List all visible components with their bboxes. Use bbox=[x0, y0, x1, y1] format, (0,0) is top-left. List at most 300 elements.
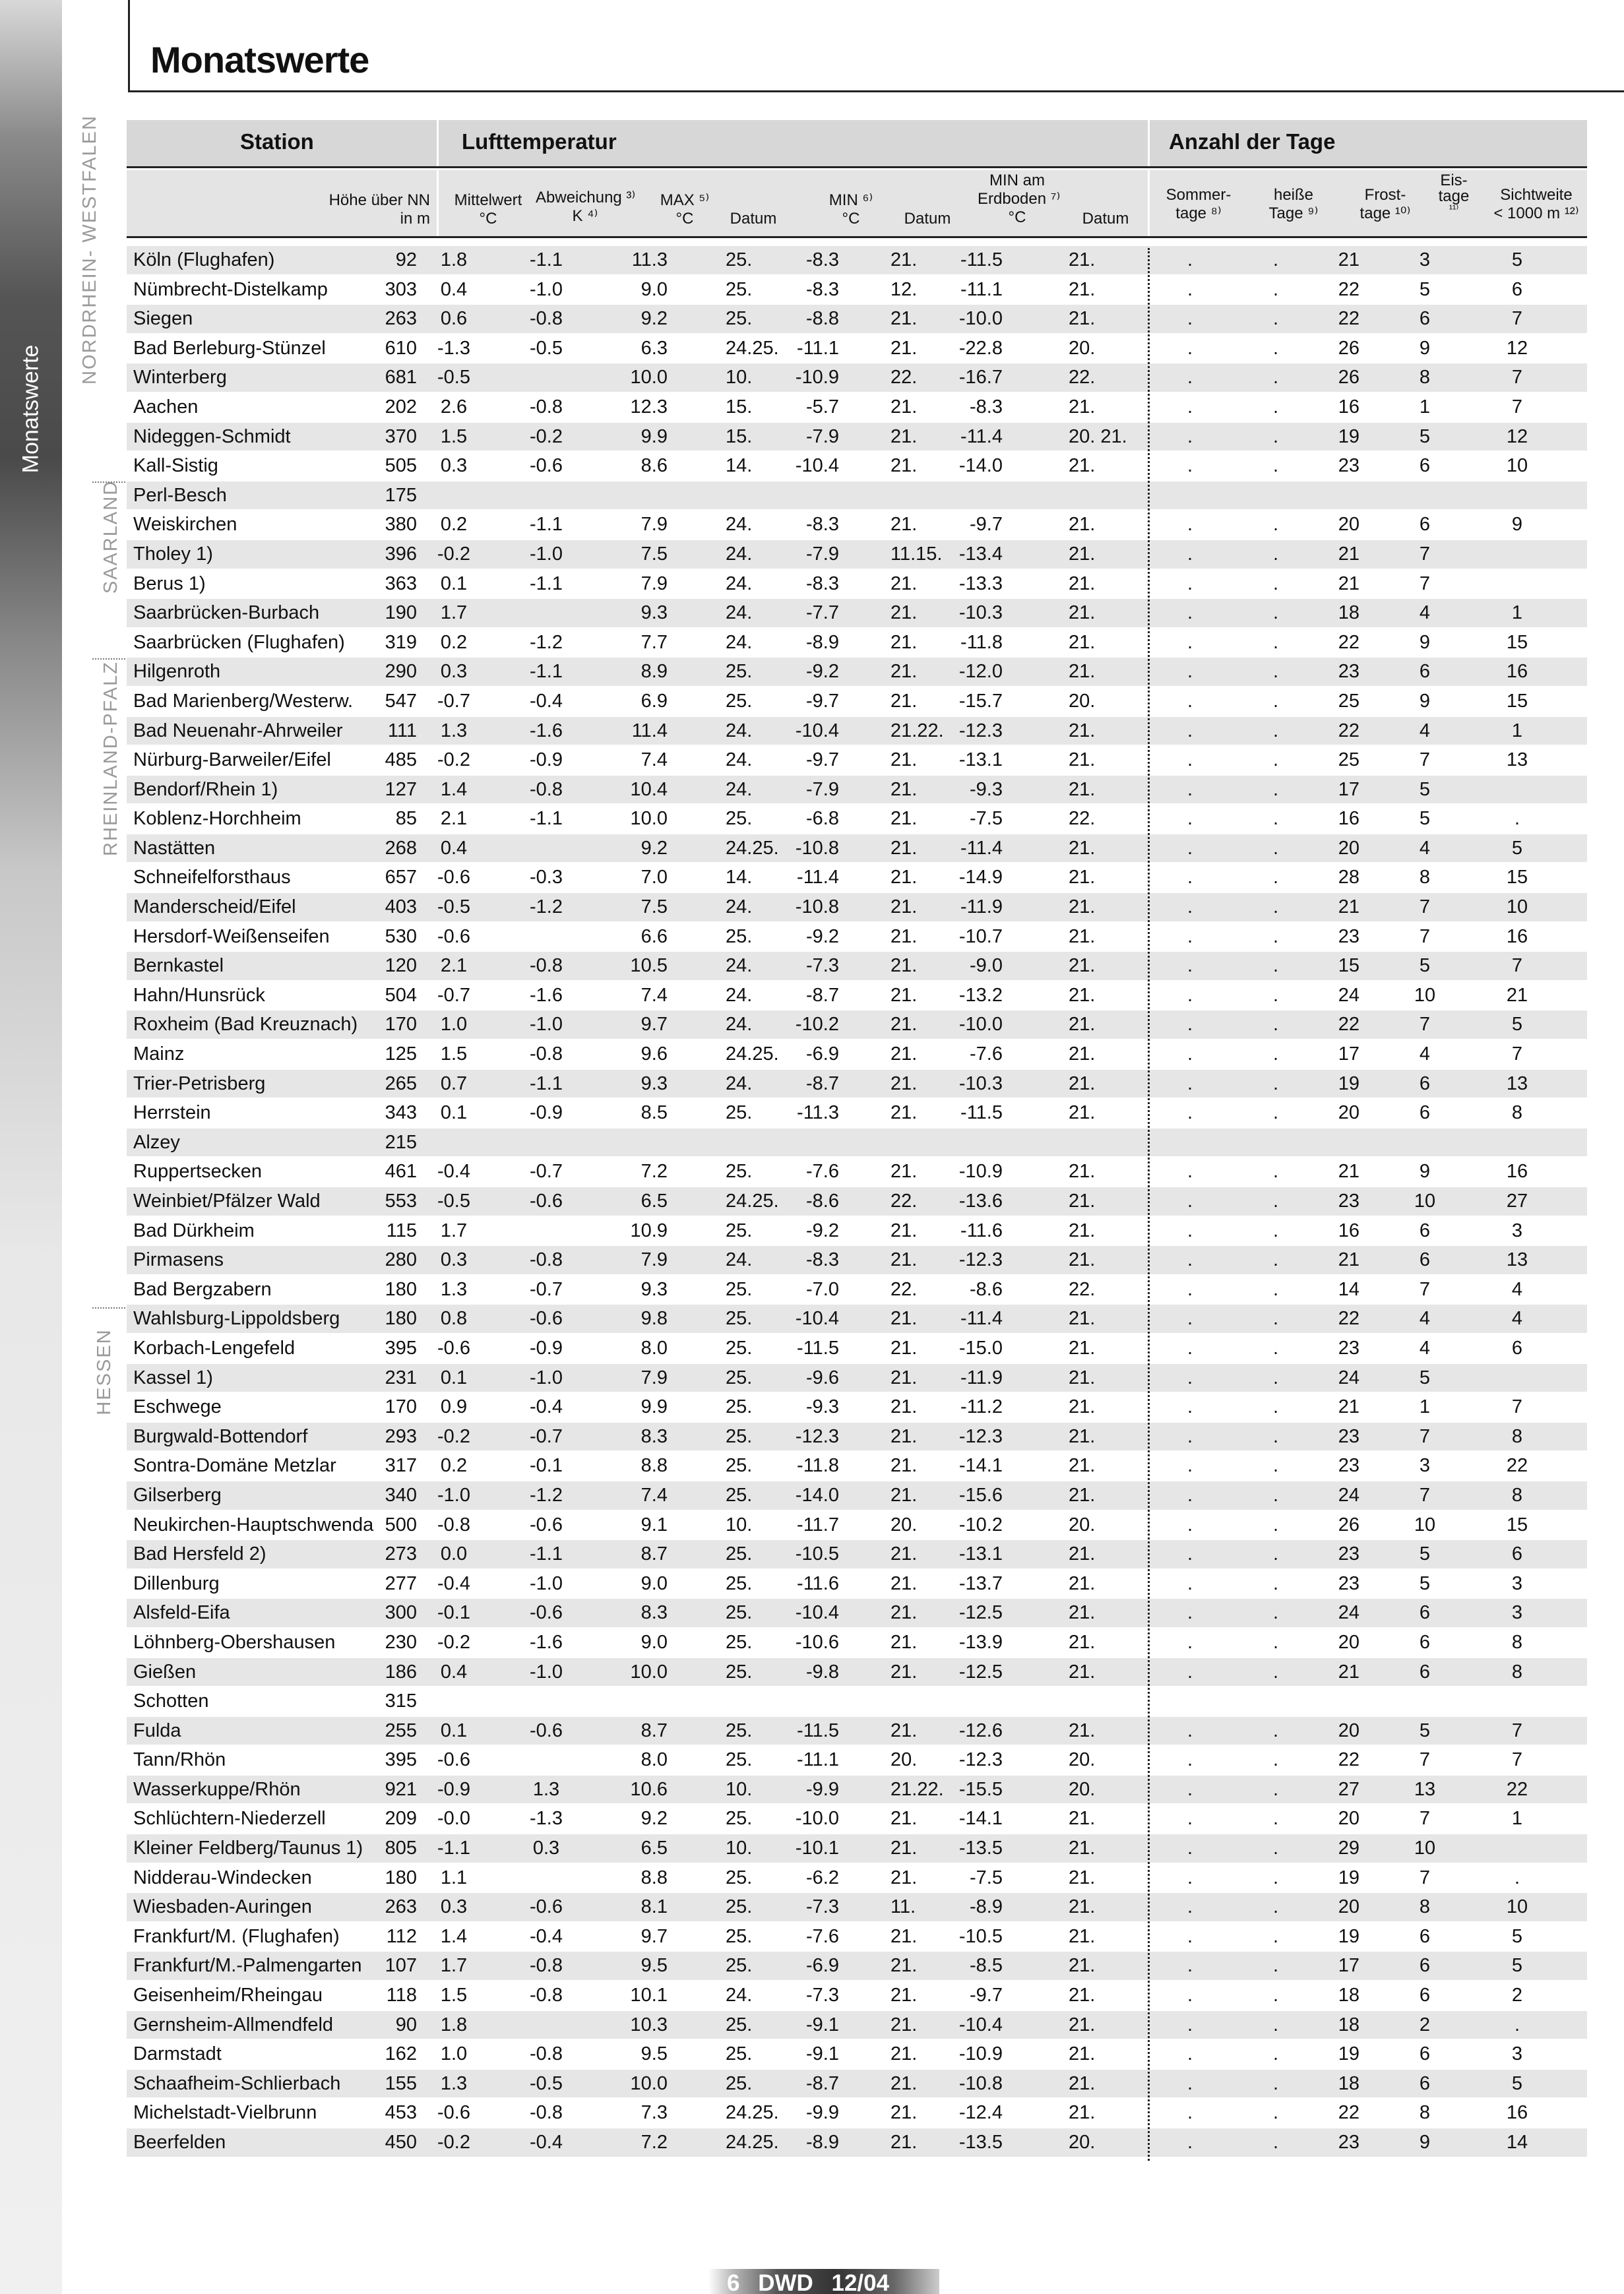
cell-max: 6.5 bbox=[640, 1191, 668, 1212]
cell-eistage: 10 bbox=[1414, 1514, 1436, 1535]
cell-sommertage: . bbox=[1187, 720, 1193, 741]
table-row bbox=[127, 1305, 1587, 1334]
cell-sommertage: . bbox=[1187, 514, 1193, 536]
cell-mittelwert: -0.9 bbox=[437, 1778, 470, 1800]
cell-hoehe: 450 bbox=[385, 2132, 417, 2153]
table-row bbox=[127, 834, 1587, 864]
cell-max-datum: 25. bbox=[726, 1484, 753, 1506]
cell-max: 10.1 bbox=[630, 1985, 668, 2006]
cell-sommertage: . bbox=[1187, 367, 1193, 388]
cell-hoehe: 231 bbox=[385, 1367, 417, 1388]
cell-min: -14.0 bbox=[795, 1484, 839, 1506]
cell-heisse-tage: . bbox=[1272, 1278, 1279, 1300]
cell-eistage: 4 bbox=[1419, 1043, 1431, 1065]
cell-eistage: 6 bbox=[1419, 1661, 1431, 1683]
cell-min-erdboden: -11.1 bbox=[960, 278, 1003, 300]
col-abweichung-header: Abweichung ³⁾ K ⁴⁾ bbox=[536, 189, 636, 225]
cell-abweichung: -1.2 bbox=[530, 631, 563, 653]
table-row bbox=[127, 246, 1587, 276]
cell-mittelwert: 1.5 bbox=[440, 425, 468, 447]
cell-max: 9.0 bbox=[640, 1572, 668, 1594]
cell-station-name: Michelstadt-Vielbrunn bbox=[133, 2102, 317, 2124]
cell-frosttage: 26 bbox=[1338, 337, 1359, 359]
cell-mittelwert: -0.7 bbox=[437, 984, 470, 1006]
cell-min-erdboden: -12.5 bbox=[958, 1661, 1003, 1683]
cell-abweichung: -0.1 bbox=[530, 1455, 563, 1477]
cell-abweichung: -1.2 bbox=[530, 896, 563, 918]
cell-max: 9.7 bbox=[640, 1925, 668, 1947]
cell-mittelwert: 0.8 bbox=[440, 1308, 468, 1330]
cell-sommertage: . bbox=[1187, 602, 1193, 624]
cell-max-datum: 24. bbox=[726, 1985, 753, 2006]
table-row bbox=[127, 540, 1587, 570]
cell-min-erdboden: -10.9 bbox=[958, 2043, 1003, 2065]
cell-heisse-tage: . bbox=[1272, 425, 1279, 447]
cell-min: -7.6 bbox=[806, 1925, 839, 1947]
table-row bbox=[127, 717, 1587, 747]
cell-min-erdboden: -10.2 bbox=[958, 1514, 1003, 1535]
cell-mittelwert: 0.0 bbox=[440, 1543, 468, 1565]
cell-erdboden-datum: 21. bbox=[1069, 749, 1096, 771]
cell-erdboden-datum: 21. bbox=[1069, 1072, 1096, 1094]
cell-max-datum: 25. bbox=[726, 1925, 753, 1947]
cell-heisse-tage: . bbox=[1272, 1867, 1279, 1888]
table-row bbox=[127, 658, 1587, 687]
cell-heisse-tage: . bbox=[1272, 278, 1279, 300]
cell-max: 8.7 bbox=[640, 1543, 668, 1565]
cell-sommertage: . bbox=[1187, 425, 1193, 447]
cell-abweichung: -0.7 bbox=[530, 1278, 563, 1300]
cell-min: -6.9 bbox=[806, 1955, 839, 1977]
header-station: Station bbox=[240, 129, 314, 154]
cell-max-datum: 25. bbox=[726, 1955, 753, 1977]
cell-mittelwert: -0.6 bbox=[437, 925, 470, 947]
cell-mittelwert: 1.3 bbox=[440, 1278, 468, 1300]
cell-mittelwert: 0.1 bbox=[440, 1367, 468, 1388]
cell-hoehe: 290 bbox=[385, 661, 417, 683]
cell-erdboden-datum: 21. bbox=[1069, 925, 1096, 947]
cell-heisse-tage: . bbox=[1272, 778, 1279, 800]
cell-min: -7.3 bbox=[806, 955, 839, 977]
cell-min: -9.1 bbox=[806, 2014, 839, 2035]
col-max-header: MAX ⁵⁾ °C bbox=[660, 191, 710, 228]
cell-min: -7.0 bbox=[806, 1278, 839, 1300]
cell-erdboden-datum: 21. bbox=[1069, 1661, 1096, 1683]
table-row bbox=[127, 746, 1587, 776]
cell-hoehe: 343 bbox=[385, 1102, 417, 1124]
cell-heisse-tage: . bbox=[1272, 249, 1279, 270]
cell-min: -8.7 bbox=[806, 2072, 839, 2094]
cell-sommertage: . bbox=[1187, 778, 1193, 800]
cell-eistage: 7 bbox=[1419, 1808, 1431, 1830]
cell-hoehe: 395 bbox=[385, 1337, 417, 1359]
cell-eistage: 7 bbox=[1419, 1484, 1431, 1506]
table-row bbox=[127, 1893, 1587, 1923]
cell-hoehe: 85 bbox=[395, 808, 417, 830]
cell-min-datum: 21. bbox=[890, 514, 918, 536]
cell-min-datum: 21. bbox=[890, 573, 918, 594]
cell-erdboden-datum: 21. bbox=[1069, 1308, 1096, 1330]
cell-min-datum: 21. bbox=[890, 1543, 918, 1565]
cell-min-erdboden: -12.0 bbox=[958, 661, 1003, 683]
cell-erdboden-datum: 20. bbox=[1069, 1749, 1096, 1771]
cell-min-erdboden: -13.2 bbox=[958, 984, 1003, 1006]
cell-station-name: Bad Neuenahr-Ahrweiler bbox=[133, 720, 343, 741]
cell-max: 7.9 bbox=[640, 514, 668, 536]
cell-min-erdboden: -16.7 bbox=[958, 367, 1003, 388]
table-row bbox=[127, 1010, 1587, 1040]
col-min-header: MIN ⁶⁾ °C bbox=[828, 191, 873, 228]
cell-min-erdboden: -9.7 bbox=[970, 514, 1003, 536]
cell-min-datum: 21. bbox=[890, 455, 918, 477]
cell-sichtweite: 7 bbox=[1511, 367, 1523, 388]
cell-mittelwert: 1.5 bbox=[440, 1985, 468, 2006]
cell-max: 7.9 bbox=[640, 1367, 668, 1388]
cell-abweichung: -1.6 bbox=[530, 1631, 563, 1653]
cell-abweichung: -0.9 bbox=[530, 1102, 563, 1124]
cell-station-name: Bendorf/Rhein 1) bbox=[133, 778, 278, 800]
cell-min-datum: 21. bbox=[890, 1838, 918, 1859]
cell-mittelwert: -0.8 bbox=[437, 1514, 470, 1535]
cell-min-datum: 21. bbox=[890, 308, 918, 330]
cell-max-datum: 24. bbox=[726, 984, 753, 1006]
cell-max-datum: 25. bbox=[726, 661, 753, 683]
cell-abweichung: -0.8 bbox=[530, 778, 563, 800]
cell-max: 9.5 bbox=[640, 2043, 668, 2065]
cell-abweichung: -1.1 bbox=[530, 808, 563, 830]
cell-min-erdboden: -15.5 bbox=[958, 1778, 1003, 1800]
cell-max: 8.5 bbox=[640, 1102, 668, 1124]
cell-min: -7.9 bbox=[806, 543, 839, 565]
cell-sichtweite: 5 bbox=[1511, 1014, 1523, 1036]
cell-sommertage: . bbox=[1187, 1396, 1193, 1418]
cell-max-datum: 25. bbox=[726, 1572, 753, 1594]
cell-sommertage: . bbox=[1187, 808, 1193, 830]
cell-frosttage: 21 bbox=[1338, 249, 1359, 270]
cell-max-datum: 25. bbox=[726, 808, 753, 830]
cell-min-datum: 21. bbox=[890, 602, 918, 624]
cell-abweichung: 1.3 bbox=[532, 1778, 560, 1800]
cell-hoehe: 340 bbox=[385, 1484, 417, 1506]
cell-min-erdboden: -10.5 bbox=[958, 1925, 1003, 1947]
table-row bbox=[127, 2040, 1587, 2070]
cell-frosttage: 23 bbox=[1338, 1455, 1359, 1477]
table-row bbox=[127, 452, 1587, 481]
cell-eistage: 5 bbox=[1419, 1720, 1431, 1741]
table-row bbox=[127, 776, 1587, 805]
table-row bbox=[127, 952, 1587, 981]
cell-max: 8.9 bbox=[640, 661, 668, 683]
cell-frosttage: 19 bbox=[1338, 1925, 1359, 1947]
cell-eistage: 5 bbox=[1419, 808, 1431, 830]
side-tab bbox=[0, 0, 62, 2294]
cell-eistage: 6 bbox=[1419, 2043, 1431, 2065]
cell-frosttage: 25 bbox=[1338, 749, 1359, 771]
cell-mittelwert: 1.4 bbox=[440, 778, 468, 800]
cell-max-datum: 24. bbox=[726, 631, 753, 653]
cell-station-name: Saarbrücken (Flughafen) bbox=[133, 631, 345, 653]
cell-heisse-tage: . bbox=[1272, 1808, 1279, 1830]
cell-frosttage: 15 bbox=[1338, 955, 1359, 977]
cell-heisse-tage: . bbox=[1272, 1838, 1279, 1859]
cell-max-datum: 25. bbox=[726, 249, 753, 270]
cell-min-erdboden: -22.8 bbox=[958, 337, 1003, 359]
cell-heisse-tage: . bbox=[1272, 455, 1279, 477]
cell-sichtweite: 8 bbox=[1511, 1102, 1523, 1124]
cell-min-erdboden: -13.9 bbox=[958, 1631, 1003, 1653]
cell-max-datum: 25. bbox=[726, 1425, 753, 1447]
cell-sommertage: . bbox=[1187, 1867, 1193, 1888]
cell-min-datum: 21.22. bbox=[890, 1778, 944, 1800]
cell-erdboden-datum: 21. bbox=[1069, 249, 1096, 270]
cell-frosttage: 23 bbox=[1338, 1337, 1359, 1359]
cell-station-name: Wiesbaden-Auringen bbox=[133, 1896, 312, 1918]
cell-hoehe: 215 bbox=[385, 1131, 417, 1153]
cell-sichtweite: 10 bbox=[1506, 455, 1528, 477]
cell-min: -8.7 bbox=[806, 984, 839, 1006]
cell-station-name: Trier-Petrisberg bbox=[133, 1072, 266, 1094]
cell-frosttage: 17 bbox=[1338, 778, 1359, 800]
cell-min: -8.3 bbox=[806, 573, 839, 594]
cell-min-erdboden: -11.6 bbox=[960, 1220, 1003, 1241]
cell-hoehe: 230 bbox=[385, 1631, 417, 1653]
cell-heisse-tage: . bbox=[1272, 867, 1279, 888]
cell-min-erdboden: -8.9 bbox=[970, 1896, 1003, 1918]
cell-max: 9.2 bbox=[640, 308, 668, 330]
cell-station-name: Bad Dürkheim bbox=[133, 1220, 255, 1241]
cell-sichtweite: 22 bbox=[1506, 1778, 1528, 1800]
cell-frosttage: 24 bbox=[1338, 984, 1359, 1006]
cell-sichtweite: 7 bbox=[1511, 308, 1523, 330]
cell-abweichung: -0.8 bbox=[530, 1043, 563, 1065]
cell-mittelwert: 2.6 bbox=[440, 396, 468, 418]
cell-erdboden-datum: 21. bbox=[1069, 2014, 1096, 2035]
cell-abweichung: -0.8 bbox=[530, 1249, 563, 1271]
cell-max-datum: 24.25. bbox=[726, 337, 779, 359]
cell-station-name: Gernsheim-Allmendfeld bbox=[133, 2014, 334, 2035]
cell-sichtweite: 5 bbox=[1511, 1925, 1523, 1947]
cell-max-datum: 15. bbox=[726, 396, 753, 418]
cell-min-erdboden: -14.9 bbox=[958, 867, 1003, 888]
cell-mittelwert: 1.7 bbox=[440, 602, 468, 624]
cell-erdboden-datum: 21. bbox=[1069, 837, 1096, 859]
table-row bbox=[127, 1834, 1587, 1864]
cell-frosttage: 16 bbox=[1338, 396, 1359, 418]
table-row bbox=[127, 1805, 1587, 1834]
cell-sichtweite: 5 bbox=[1511, 837, 1523, 859]
cell-min-datum: 21. bbox=[890, 1220, 918, 1241]
cell-min: -10.4 bbox=[795, 720, 839, 741]
cell-max-datum: 25. bbox=[726, 1308, 753, 1330]
cell-hoehe: 380 bbox=[385, 514, 417, 536]
cell-min-datum: 21. bbox=[890, 1808, 918, 1830]
cell-min-erdboden: -11.5 bbox=[960, 1102, 1003, 1124]
cell-heisse-tage: . bbox=[1272, 396, 1279, 418]
cell-heisse-tage: . bbox=[1272, 1043, 1279, 1065]
cell-hoehe: 505 bbox=[385, 455, 417, 477]
cell-heisse-tage: . bbox=[1272, 1396, 1279, 1418]
cell-eistage: 6 bbox=[1419, 514, 1431, 536]
cell-station-name: Hahn/Hunsrück bbox=[133, 984, 265, 1006]
cell-frosttage: 24 bbox=[1338, 1602, 1359, 1624]
cell-sommertage: . bbox=[1187, 308, 1193, 330]
col-sichtweite-header: Sichtweite < 1000 m ¹²⁾ bbox=[1493, 186, 1579, 222]
cell-hoehe: 657 bbox=[385, 867, 417, 888]
cell-erdboden-datum: 21. bbox=[1069, 896, 1096, 918]
cell-min-datum: 21. bbox=[890, 2014, 918, 2035]
cell-max: 8.3 bbox=[640, 1425, 668, 1447]
cell-max-datum: 25. bbox=[726, 1455, 753, 1477]
table-row bbox=[127, 1393, 1587, 1423]
col-heisse-tage-header: heiße Tage ⁹⁾ bbox=[1268, 186, 1319, 222]
cell-erdboden-datum: 21. bbox=[1069, 396, 1096, 418]
cell-sommertage: . bbox=[1187, 690, 1193, 712]
cell-mittelwert: 1.7 bbox=[440, 1955, 468, 1977]
state-label-hessen: HESSEN bbox=[94, 1328, 115, 1415]
cell-frosttage: 23 bbox=[1338, 1425, 1359, 1447]
table-row bbox=[127, 599, 1587, 629]
cell-sichtweite: 16 bbox=[1506, 1161, 1528, 1183]
cell-min: -8.3 bbox=[806, 514, 839, 536]
cell-min-datum: 21. bbox=[890, 1425, 918, 1447]
cell-frosttage: 22 bbox=[1338, 720, 1359, 741]
cell-station-name: Dillenburg bbox=[133, 1572, 220, 1594]
cell-abweichung: -0.6 bbox=[530, 1308, 563, 1330]
cell-hoehe: 170 bbox=[385, 1014, 417, 1036]
cell-max: 8.7 bbox=[640, 1720, 668, 1741]
cell-eistage: 6 bbox=[1419, 455, 1431, 477]
cell-hoehe: 190 bbox=[385, 602, 417, 624]
table-row bbox=[127, 1158, 1587, 1187]
cell-min-datum: 21. bbox=[890, 1720, 918, 1741]
table-row bbox=[127, 1952, 1587, 1981]
cell-heisse-tage: . bbox=[1272, 1220, 1279, 1241]
cell-erdboden-datum: 21. bbox=[1069, 1896, 1096, 1918]
cell-sommertage: . bbox=[1187, 1220, 1193, 1241]
cell-min-datum: 21. bbox=[890, 1867, 918, 1888]
cell-heisse-tage: . bbox=[1272, 690, 1279, 712]
cell-eistage: 4 bbox=[1419, 602, 1431, 624]
cell-hoehe: 180 bbox=[385, 1308, 417, 1330]
cell-min: -8.3 bbox=[806, 278, 839, 300]
cell-mittelwert: -0.5 bbox=[437, 367, 470, 388]
cell-max-datum: 24. bbox=[726, 1014, 753, 1036]
cell-mittelwert: -0.0 bbox=[437, 1808, 470, 1830]
cell-min-datum: 12. bbox=[890, 278, 918, 300]
cell-max-datum: 24. bbox=[726, 778, 753, 800]
cell-sommertage: . bbox=[1187, 1249, 1193, 1271]
cell-sommertage: . bbox=[1187, 2043, 1193, 2065]
cell-sichtweite: 7 bbox=[1511, 1749, 1523, 1771]
cell-frosttage: 20 bbox=[1338, 1720, 1359, 1741]
cell-sommertage: . bbox=[1187, 1808, 1193, 1830]
cell-erdboden-datum: 21. bbox=[1069, 1543, 1096, 1565]
cell-sommertage: . bbox=[1187, 984, 1193, 1006]
cell-mittelwert: 1.0 bbox=[440, 2043, 468, 2065]
cell-max-datum: 14. bbox=[726, 455, 753, 477]
cell-erdboden-datum: 21. bbox=[1069, 1014, 1096, 1036]
cell-eistage: 7 bbox=[1419, 1749, 1431, 1771]
table-row bbox=[127, 1599, 1587, 1628]
cell-hoehe: 280 bbox=[385, 1249, 417, 1271]
cell-station-name: Korbach-Lengefeld bbox=[133, 1337, 296, 1359]
cell-max: 9.8 bbox=[640, 1308, 668, 1330]
cell-frosttage: 26 bbox=[1338, 1514, 1359, 1535]
table-row bbox=[127, 1923, 1587, 1952]
cell-station-name: Alzey bbox=[133, 1131, 180, 1153]
cell-min: -8.3 bbox=[806, 249, 839, 270]
cell-min-datum: 21. bbox=[890, 2102, 918, 2124]
cell-min: -12.3 bbox=[795, 1425, 839, 1447]
cell-mittelwert: -0.2 bbox=[437, 1425, 470, 1447]
cell-frosttage: 19 bbox=[1338, 425, 1359, 447]
cell-mittelwert: 0.1 bbox=[440, 1102, 468, 1124]
table-row bbox=[127, 2099, 1587, 2128]
cell-mittelwert: 0.9 bbox=[440, 1396, 468, 1418]
table-row bbox=[127, 1364, 1587, 1394]
cell-min: -11.6 bbox=[797, 1572, 839, 1594]
table-row bbox=[127, 2128, 1587, 2158]
cell-sichtweite: 8 bbox=[1511, 1661, 1523, 1683]
cell-abweichung: -1.0 bbox=[530, 543, 563, 565]
table-row bbox=[127, 1452, 1587, 1481]
cell-heisse-tage: . bbox=[1272, 808, 1279, 830]
cell-abweichung: -0.6 bbox=[530, 455, 563, 477]
cell-eistage: 8 bbox=[1419, 367, 1431, 388]
cell-hoehe: 461 bbox=[385, 1161, 417, 1183]
cell-frosttage: 29 bbox=[1338, 1838, 1359, 1859]
cell-mittelwert: -0.2 bbox=[437, 543, 470, 565]
cell-station-name: Wahlsburg-Lippoldsberg bbox=[133, 1308, 340, 1330]
cell-min-erdboden: -12.6 bbox=[958, 1720, 1003, 1741]
cell-min-erdboden: -14.0 bbox=[958, 455, 1003, 477]
cell-mittelwert: 0.4 bbox=[440, 278, 468, 300]
cell-min: -7.7 bbox=[806, 602, 839, 624]
cell-sommertage: . bbox=[1187, 1602, 1193, 1624]
cell-sichtweite: 10 bbox=[1506, 896, 1528, 918]
cell-min-erdboden: -12.4 bbox=[958, 2102, 1003, 2124]
cell-erdboden-datum: 21. bbox=[1069, 661, 1096, 683]
cell-erdboden-datum: 21. bbox=[1069, 1455, 1096, 1477]
cell-max-datum: 24. bbox=[726, 1072, 753, 1094]
cell-heisse-tage: . bbox=[1272, 661, 1279, 683]
cell-station-name: Hersdorf-Weißenseifen bbox=[133, 925, 330, 947]
cell-min: -9.7 bbox=[806, 690, 839, 712]
cell-mittelwert: -0.4 bbox=[437, 1161, 470, 1183]
cell-sichtweite: 1 bbox=[1511, 1808, 1523, 1830]
cell-min: -11.3 bbox=[797, 1102, 839, 1124]
cell-min-datum: 21. bbox=[890, 1043, 918, 1065]
cell-heisse-tage: . bbox=[1272, 1661, 1279, 1683]
cell-frosttage: 22 bbox=[1338, 1308, 1359, 1330]
cell-heisse-tage: . bbox=[1272, 896, 1279, 918]
cell-eistage: 1 bbox=[1419, 396, 1431, 418]
state-label-nrw: NORDRHEIN- WESTFALEN bbox=[79, 115, 100, 385]
cell-frosttage: 21 bbox=[1338, 896, 1359, 918]
cell-sichtweite: 14 bbox=[1506, 2132, 1528, 2153]
cell-max-datum: 25. bbox=[726, 1720, 753, 1741]
cell-abweichung: -0.8 bbox=[530, 1985, 563, 2006]
table-row bbox=[127, 923, 1587, 952]
col-hoehe-header: Höhe über NN in m bbox=[328, 191, 430, 228]
table-row bbox=[127, 334, 1587, 364]
cell-min: -11.8 bbox=[797, 1455, 839, 1477]
cell-eistage: 5 bbox=[1419, 955, 1431, 977]
cell-station-name: Tann/Rhön bbox=[133, 1749, 226, 1771]
cell-eistage: 4 bbox=[1419, 720, 1431, 741]
cell-frosttage: 23 bbox=[1338, 1191, 1359, 1212]
header-divider bbox=[437, 120, 439, 236]
